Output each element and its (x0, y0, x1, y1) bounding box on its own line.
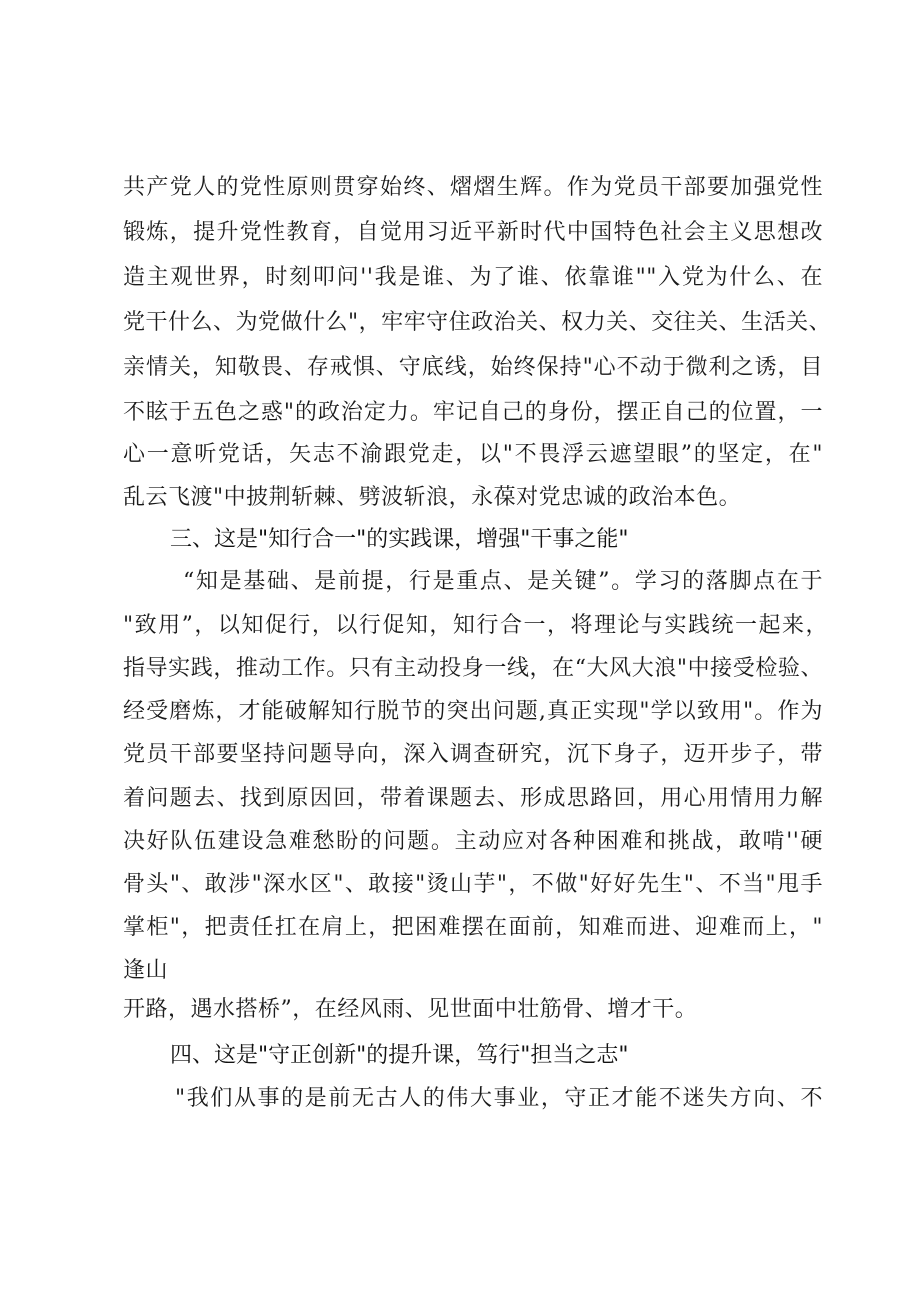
text-line: 党干什么、为党做什么"，牢牢守住政治关、权力关、交往关、生活关、 (123, 310, 832, 335)
text-line: 党员干部要坚持问题导向，深入调查研究，沉下身子，迈开步子，带 (123, 742, 823, 767)
text-line: 掌柜"，把责任扛在肩上，把困难摆在面前，知难而进、迎难而上，" (123, 915, 823, 940)
section-heading-3: 三、这是"知行合一"的实践课，增强"干事之能" (170, 527, 629, 552)
text-line: 锻炼，提升党性教育，自觉用习近平新时代中国特色社会主义思想改 (123, 220, 823, 245)
text-line: 共产党人的党性原则贯穿始终、熠熠生辉。作为党员干部要加强党性 (123, 175, 823, 200)
text-line: 决好队伍建设急难愁盼的问题。主动应对各种困难和挑战，敢啃''硬 (123, 829, 823, 854)
text-line: "致用”，以知促行，以行促知，知行合一，将理论与实践统一起来， (123, 613, 828, 638)
text-line: 指导实践，推动工作。只有主动投身一线，在“大风大浪"中接受检验、 (123, 656, 823, 681)
text-line: 亲情关，知敬畏、存戒惧、守底线，始终保持"心不动于微利之诱，目 (123, 355, 823, 380)
text-line: 心一意听党话，矢志不渝跟党走，以"不畏浮云遮望眼”的坚定，在" (123, 442, 823, 467)
text-line: “知是基础、是前提，行是重点、是关键”。学习的落脚点在于 (183, 569, 823, 594)
text-line: "我们从事的是前无古人的伟大事业，守正才能不迷失方向、不 (175, 1086, 823, 1111)
text-line: 乱云飞渡"中披荆斩棘、劈波斩浪，永葆对党忠诚的政治本色。 (123, 485, 742, 510)
text-line: 逢山 (123, 958, 169, 983)
text-line: 着问题去、找到原因回，带着课题去、形成思路回，用心用情用力解 (123, 786, 823, 811)
text-line: 经受磨炼，才能破解知行脱节的突出问题,真正实现"学以致用"。作为 (123, 699, 823, 724)
section-heading-4: 四、这是"守正创新"的提升课，笃行"担当之志" (170, 1043, 629, 1068)
text-line: 不眩于五色之惑"的政治定力。牢记自己的身份，摆正自己的位置，一 (123, 400, 823, 425)
text-line: 造主观世界，时刻叩问''我是谁、为了谁、依靠谁""入党为什么、在 (123, 265, 823, 290)
text-line: 开路，遇水搭桥”，在经风雨、见世面中壮筋骨、增才干。 (123, 997, 698, 1022)
text-line: 骨头"、敢涉"深水区"、敢接"烫山芋"，不做"好好先生"、不当"甩手 (123, 872, 823, 897)
